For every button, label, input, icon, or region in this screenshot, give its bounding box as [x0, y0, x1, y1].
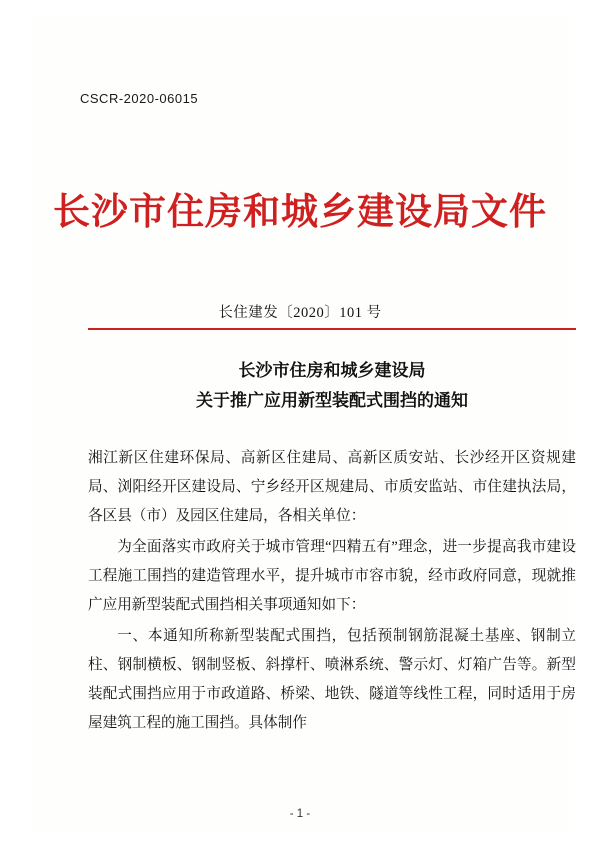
body-paragraph-intro: 为全面落实市政府关于城市管理“四精五有”理念，进一步提高我市建设工程施工围挡的建造管理水平，提升城市市容市貌，经市政府同意，现就推广应用新型装配式围挡相关事项通知如下： — [88, 539, 576, 613]
body-paragraph-item-1: 一、本通知所称新型装配式围挡，包括预制钢筋混凝土基座、钢制立柱、钢制横板、钢制竖板、斜撑杆、喷淋系统、警示灯、灯箱广告等。新型装配式围挡应用于市政道路、桥梁、地铁、隧道等线性工程，同时适用于房屋建筑工程的施工围挡。具体制作 — [88, 628, 576, 731]
title-line-2: 关于推广应用新型装配式围挡的通知 — [196, 391, 468, 411]
paper-sheet — [32, 16, 576, 832]
masthead-title: 长沙市住房和城乡建设局文件 — [53, 189, 547, 233]
title-line-1: 长沙市住房和城乡建设局 — [238, 361, 426, 381]
page-number: - 1 - — [289, 808, 311, 820]
document-title — [88, 356, 576, 416]
body-paragraph-recipients: 湘江新区住建环保局、高新区住建局、高新区质安站、长沙经开区资规建局、浏阳经开区建设局、宁乡经开区规建局、市质安监站、市住建执法局，各区县（市）及园区住建局，各相关单位： — [88, 450, 576, 524]
issue-number: 长住建发〔2020〕101 号 — [218, 305, 382, 321]
document-number: CSCR-2020-06015 — [80, 91, 199, 106]
document-body — [88, 444, 576, 740]
red-divider-rule — [88, 328, 576, 330]
